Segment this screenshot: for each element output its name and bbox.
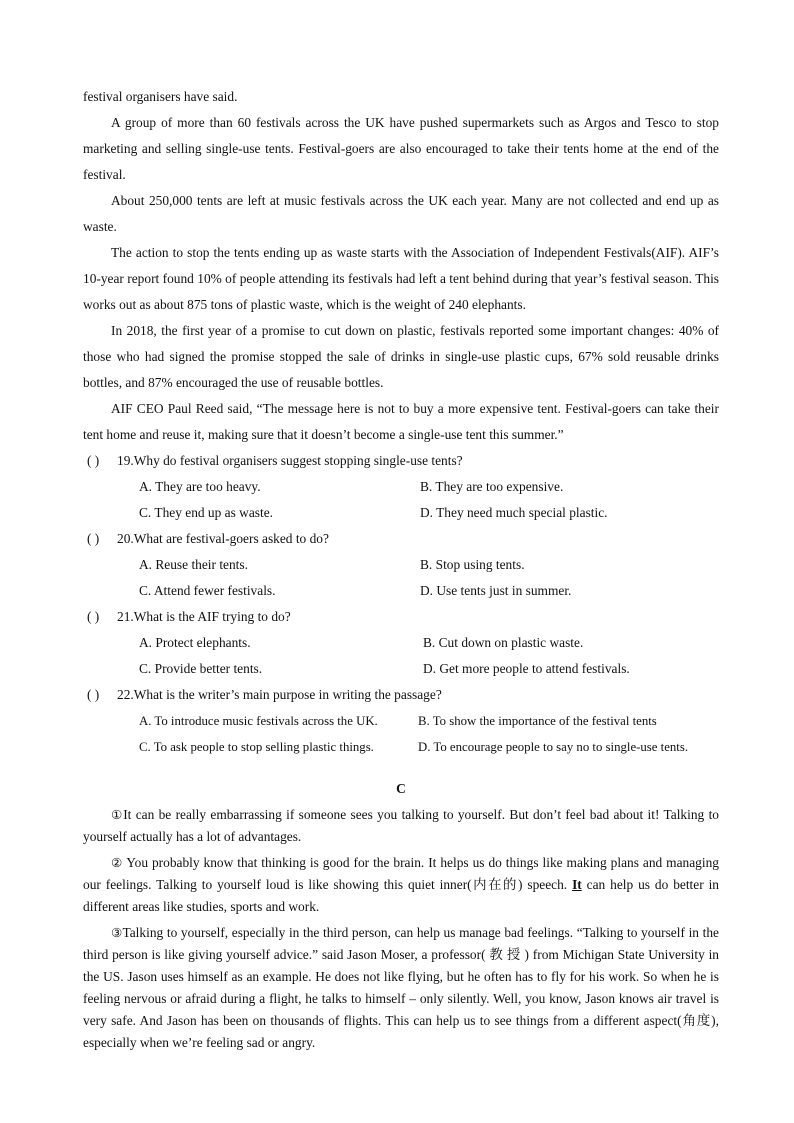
answer-bracket[interactable]: ( ) <box>87 531 100 546</box>
passage-paragraph: festival organisers have said. <box>83 89 238 104</box>
question-20 <box>83 526 719 552</box>
question-22 <box>83 682 719 708</box>
question-stem: 21.What is the AIF trying to do? <box>117 609 291 624</box>
option-c: C. Provide better tents. <box>139 661 263 676</box>
option-a: A. They are too heavy. <box>139 479 261 494</box>
passage-paragraph: AIF CEO Paul Reed said, “The message here is not to buy a more expensive tent. Festival-goers can take their tent home and reuse it, making sure that it doesn’t become a single-use tent this summer.” <box>83 401 719 442</box>
option-c: C. To ask people to stop selling plastic things. <box>139 740 374 754</box>
paragraph-text: Talking to yourself, especially in the third person, can help us manage bad feelings. “Talking to yourself in the third person is like giving yourself advice.” said Jason Moser, a professor( 教 授 ) from Michigan State University in the US. Jason uses himself as an example. He does not like flying, but he often has to fly for his work. So when he is feeling nervous or afraid during a flight, he talks to himself – only silently. Well, you know, Jason knows air travel is very safe. And Jason has been on thousands of flights. This can help us to see things from a different aspect(角度), especially when we’re feeling sad or angry. <box>83 925 719 1050</box>
section-title: C <box>396 781 406 796</box>
option-a: A. To introduce music festivals across the UK. <box>139 714 378 728</box>
exam-page <box>83 84 719 1054</box>
option-b: B. Stop using tents. <box>420 557 525 572</box>
question-21 <box>83 604 719 630</box>
option-b: B. They are too expensive. <box>420 479 564 494</box>
option-row <box>83 500 719 526</box>
passage-paragraph: The action to stop the tents ending up as waste starts with the Association of Independent Festivals(AIF). AIF’s 10-year report found 10% of people attending its festivals had left a tent behind during that year’s festival season. This works out as about 875 tons of plastic waste, which is the weight of 240 elephants. <box>83 245 719 312</box>
option-row <box>83 474 719 500</box>
paragraph-text: It can be really embarrassing if someone sees you talking to yourself. But don’t feel bad about it! Talking to yourself actually has a lot of advantages. <box>83 807 719 844</box>
option-row <box>83 578 719 604</box>
option-a: A. Protect elephants. <box>139 635 251 650</box>
option-d: D. Use tents just in summer. <box>420 583 572 598</box>
question-stem: 19.Why do festival organisers suggest stopping single-use tents? <box>117 453 463 468</box>
passage-c <box>83 776 719 1054</box>
underlined-word: It <box>572 877 582 892</box>
paragraph-number: ① <box>111 807 124 822</box>
answer-bracket[interactable]: ( ) <box>87 687 100 702</box>
option-c: C. They end up as waste. <box>139 505 274 520</box>
option-d: D. Get more people to attend festivals. <box>423 661 630 676</box>
paragraph-text: can help us do better in different areas like studies, sports and work. <box>83 877 719 914</box>
option-c: C. Attend fewer festivals. <box>139 583 276 598</box>
option-d: D. They need much special plastic. <box>420 505 608 520</box>
question-list <box>83 448 719 760</box>
paragraph-number: ③ <box>111 925 123 940</box>
question-stem: 22.What is the writer’s main purpose in writing the passage? <box>117 687 442 702</box>
option-b: B. To show the importance of the festival tents <box>418 714 657 728</box>
passage-paragraph: A group of more than 60 festivals across the UK have pushed supermarkets such as Argos and Tesco to stop marketing and selling single-use tents. Festival-goers are also encouraged to take their tents home at the end of the festival. <box>83 115 719 182</box>
passage-c-paragraph-3 <box>83 922 719 1054</box>
question-19 <box>83 448 719 474</box>
passage-paragraph: In 2018, the first year of a promise to cut down on plastic, festivals reported some important changes: 40% of those who had signed the promise stopped the sale of drinks in single-use plastic cups, 67% sold reusable drinks bottles, and 87% encouraged the use of reusable bottles. <box>83 323 719 390</box>
option-row <box>83 656 719 682</box>
option-row <box>83 552 719 578</box>
passage-paragraph: About 250,000 tents are left at music festivals across the UK each year. Many are not collected and end up as waste. <box>83 193 719 234</box>
question-stem: 20.What are festival-goers asked to do? <box>117 531 329 546</box>
option-a: A. Reuse their tents. <box>139 557 248 572</box>
passage-b <box>83 84 719 448</box>
passage-c-paragraph-2 <box>83 852 719 918</box>
option-row <box>83 630 719 656</box>
answer-bracket[interactable]: ( ) <box>87 453 100 468</box>
option-d: D. To encourage people to say no to single-use tents. <box>418 740 689 754</box>
option-row <box>83 734 719 760</box>
option-b: B. Cut down on plastic waste. <box>423 635 584 650</box>
answer-bracket[interactable]: ( ) <box>87 609 100 624</box>
option-row <box>83 708 719 734</box>
paragraph-text: You probably know that thinking is good for the brain. It helps us do things like making plans and managing our feelings. Talking to yourself loud is like showing this quiet inner(内在的) speech. <box>83 855 719 892</box>
paragraph-number: ② <box>111 855 123 870</box>
passage-c-paragraph-1 <box>83 804 719 848</box>
